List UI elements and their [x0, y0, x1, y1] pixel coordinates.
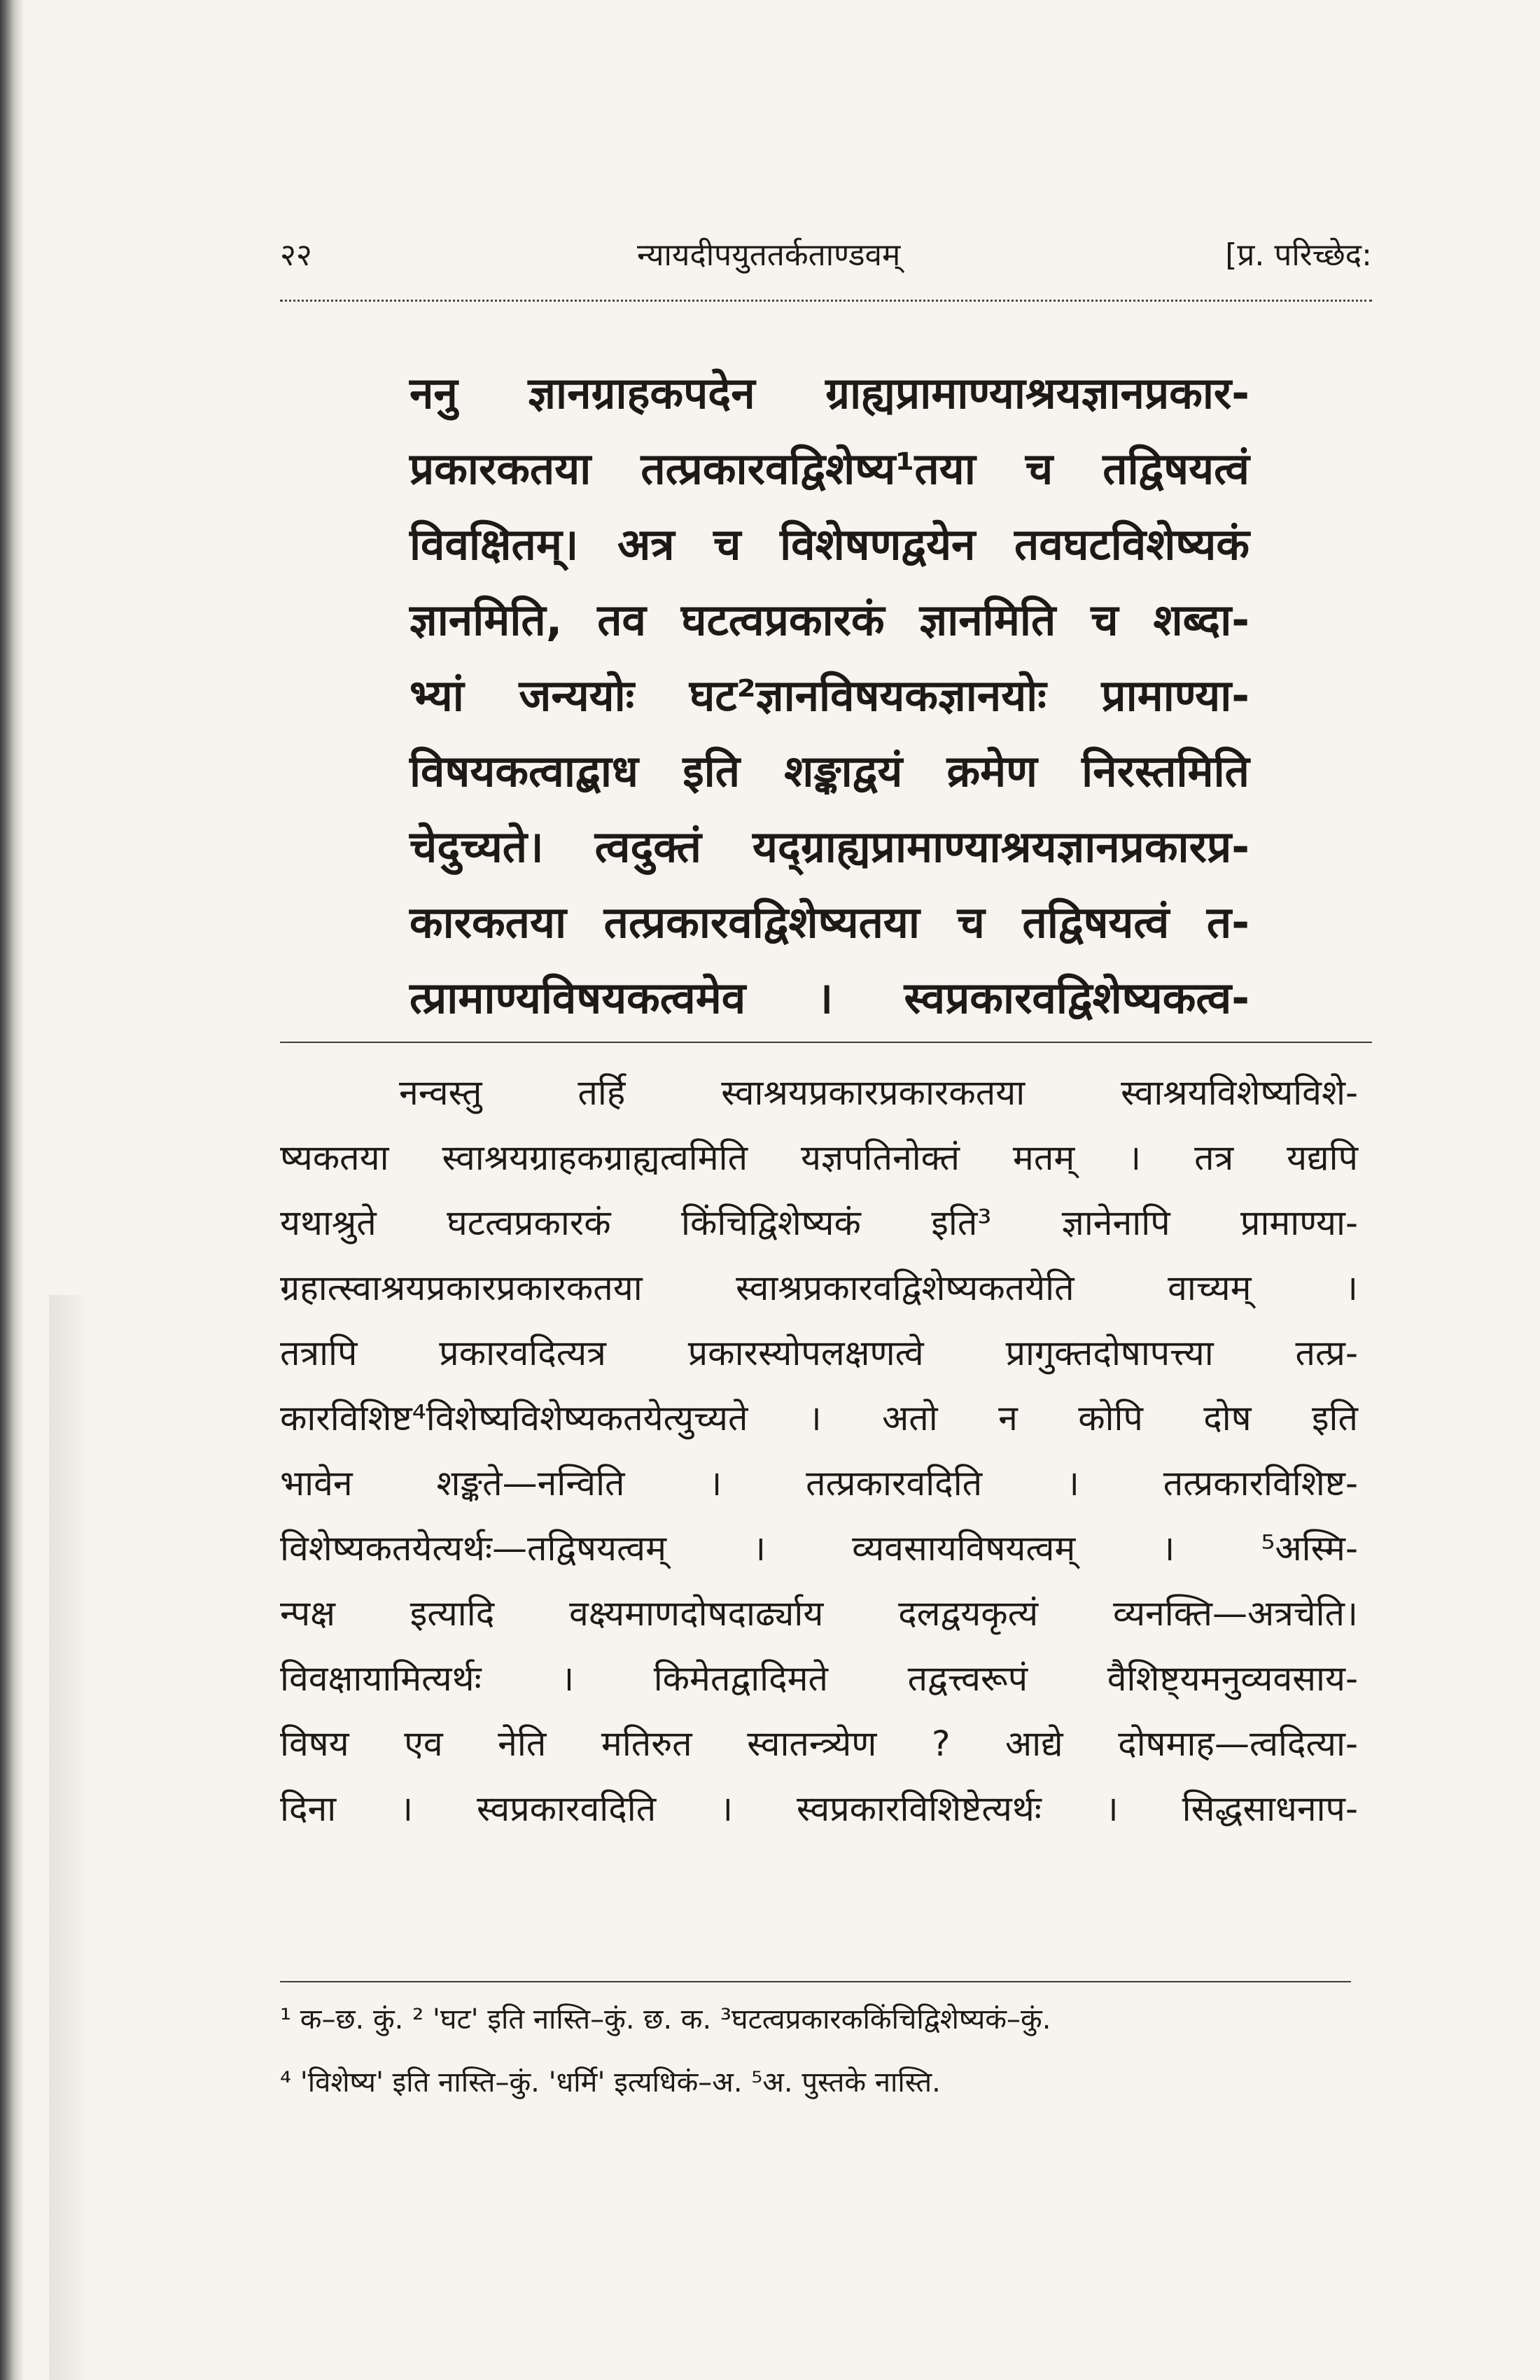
commentary-line: ष्यकतया स्वाश्रयग्राहकग्राह्यत्वमिति यज्ञपतिनोक्तं मतम् । तत्र यद्यपि: [280, 1138, 1358, 1178]
commentary-line: ग्रहात्स्वाश्रयप्रकारप्रकारकतया स्वाश्रप्रकारवद्विशेष्यकतयेति वाच्यम् ।: [280, 1268, 1358, 1308]
main-text-line: त्प्रामाण्यविषयकत्वमेव । स्वप्रकारवद्विशेष्यकत्व-: [410, 972, 1250, 1023]
main-text-line: चेदुच्यते। त्वदुक्तं यद्ग्राह्यप्रामाण्याश्रयज्ञानप्रकारप्र-: [410, 821, 1250, 872]
footnote-rule: [280, 1981, 1351, 1982]
footnote-line: ⁴ 'विशेष्य' इति नास्ति–कुं. 'धर्मि' इत्यधिकं–अ. ⁵अ. पुस्तके नास्ति.: [280, 2066, 941, 2099]
commentary-line: भावेन शङ्कते—नन्विति । तत्प्रकारवदिति । तत्प्रकारविशिष्ट-: [280, 1463, 1358, 1504]
page-number: २२: [280, 237, 312, 273]
commentary-block: [280, 1060, 1358, 1842]
text-commentary-divider: [280, 1042, 1372, 1043]
main-text-line: भ्यां जन्ययोः घट²ज्ञानविषयकज्ञानयोः प्रामाण्या-: [410, 670, 1250, 721]
commentary-line: तत्रापि प्रकारवदित्यत्र प्रकारस्योपलक्षणत्वे प्रागुक्तदोषापत्त्या तत्प्र-: [280, 1333, 1358, 1373]
commentary-line: दिना । स्वप्रकारवदिति । स्वप्रकारविशिष्टेत्यर्थः । सिद्धसाधनाप-: [280, 1788, 1358, 1829]
main-text-line: ज्ञानमिति, तव घटत्वप्रकारकं ज्ञानमिति च शब्दा-: [410, 594, 1250, 645]
page-header: [280, 231, 1372, 280]
commentary-line: विषय एव नेति मतिरुत स्वातन्त्र्येण ? आद्ये दोषमाह—त्वदित्या-: [280, 1723, 1358, 1764]
commentary-line: कारविशिष्ट⁴विशेष्यविशेष्यकतयेत्युच्यते । अतो न कोपि दोष इति: [280, 1398, 1358, 1438]
section-label: [प्र. परिच्छेद:: [1225, 237, 1372, 273]
main-text-line: ननु ज्ञानग्राहकपदेन ग्राह्यप्रामाण्याश्रयज्ञानप्रकार-: [410, 368, 1250, 419]
commentary-line: नन्वस्तु तर्हि स्वाश्रयप्रकारप्रकारकतया स्वाश्रयविशेष्यविशे-: [399, 1072, 1358, 1113]
running-title: न्यायदीपयुततर्कताण्डवम्: [637, 237, 901, 273]
main-text-block: [410, 356, 1250, 1036]
footnote-line: ¹ क–छ. कुं. ² 'घट' इति नास्ति–कुं. छ. क. ³घटत्वप्रकारककिंचिद्विशेष्यकं–कुं.: [280, 2003, 1051, 2036]
main-text-line: प्रकारकतया तत्प्रकारवद्विशेष्य¹तया च तद्विषयत्वं: [410, 443, 1250, 494]
commentary-line: यथाश्रुते घटत्वप्रकारकं किंचिद्विशेष्यकं इति³ ज्ञानेनापि प्रामाण्या-: [280, 1203, 1358, 1243]
main-text-line: कारकतया तत्प्रकारवद्विशेष्यतया च तद्विषयत्वं त-: [410, 897, 1250, 948]
footnotes-block: [280, 1988, 1358, 2114]
commentary-line: विवक्षायामित्यर्थः । किमेतद्वादिमते तद्वत्त्वरूपं वैशिष्ट्यमनुव्यवसाय-: [280, 1658, 1358, 1699]
commentary-line: न्पक्ष इत्यादि वक्ष्यमाणदोषदार्ढ्याय दलद्वयकृत्यं व्यनक्ति—अत्रचेति।: [280, 1593, 1358, 1634]
header-rule: [280, 300, 1372, 302]
main-text-line: विषयकत्वाद्बाध इति शङ्काद्वयं क्रमेण निरस्तमिति: [410, 746, 1250, 797]
main-text-line: विवक्षितम्। अत्र च विशेषणद्वयेन तवघटविशेष्यकं: [410, 519, 1250, 570]
commentary-line: विशेष्यकतयेत्यर्थः—तद्विषयत्वम् । व्यवसायविषयत्वम् । ⁵अस्मि-: [280, 1528, 1358, 1569]
